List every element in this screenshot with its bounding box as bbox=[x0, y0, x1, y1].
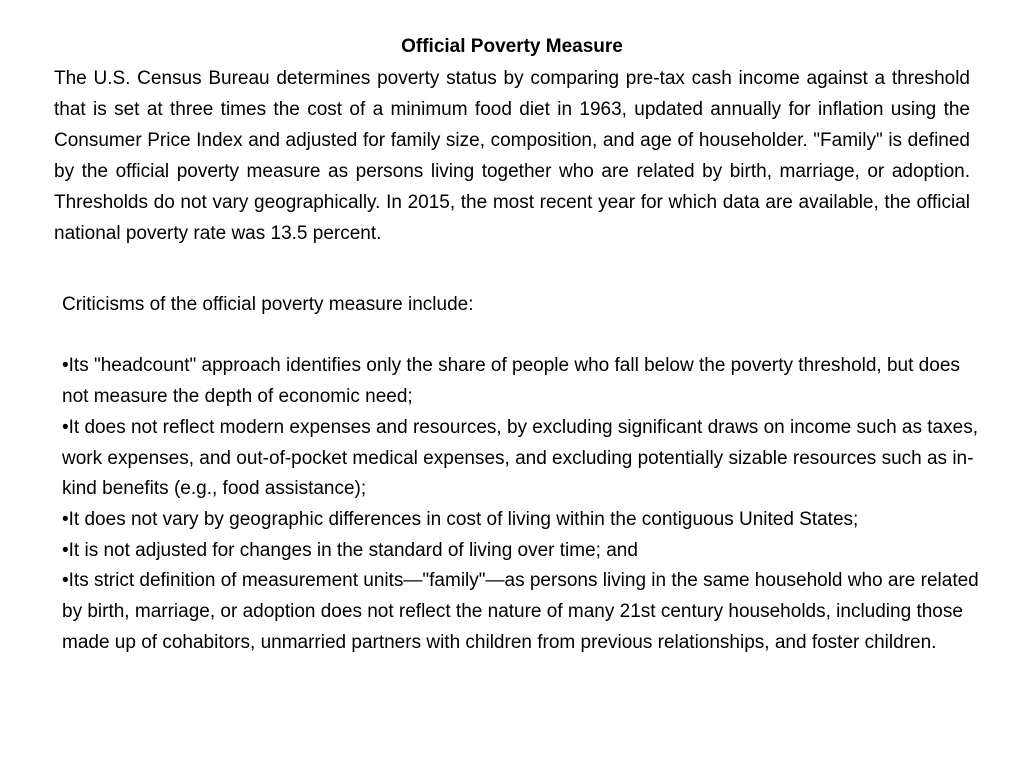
criticism-item-family-definition: •Its strict definition of measurement units—"family"—as persons living in the same household who are related by birth, marriage, or adoption does not reflect the nature of many 21st century households, including those made up of cohabitors, unmarried partners with children from previous relationships, and foster children. bbox=[62, 570, 979, 653]
criticisms-list bbox=[62, 351, 982, 658]
criticism-item-headcount: •Its "headcount" approach identifies only the share of people who fall below the poverty threshold, but does not measure the depth of economic need; bbox=[62, 355, 960, 408]
criticism-item-geography: •It does not vary by geographic differences in cost of living within the contiguous United States; bbox=[62, 508, 859, 530]
criticism-item-expenses: •It does not reflect modern expenses and resources, by excluding significant draws on income such as taxes, work expenses, and out-of-pocket medical expenses, and excluding potentially sizable resources such as in-kind benefits (e.g., food assistance); bbox=[62, 416, 978, 500]
criticisms-heading: Criticisms of the official poverty measure include: bbox=[62, 294, 474, 315]
intro-paragraph: The U.S. Census Bureau determines poverty status by comparing pre-tax cash income against a threshold that is set at three times the cost of a minimum food diet in 1963, updated annually for inflation using the Consumer Price Index and adjusted for family size, composition, and age of householder. "Family" is defined by the official poverty measure as persons living together who are related by birth, marriage, or adoption. Thresholds do not vary geographically. In 2015, the most recent year for which data are available, the official national poverty rate was 13.5 percent. bbox=[54, 68, 970, 244]
criticism-item-standard-of-living: •It is not adjusted for changes in the standard of living over time; and bbox=[62, 539, 638, 561]
criticisms-section bbox=[62, 290, 982, 658]
slide-title: Official Poverty Measure bbox=[401, 36, 623, 57]
